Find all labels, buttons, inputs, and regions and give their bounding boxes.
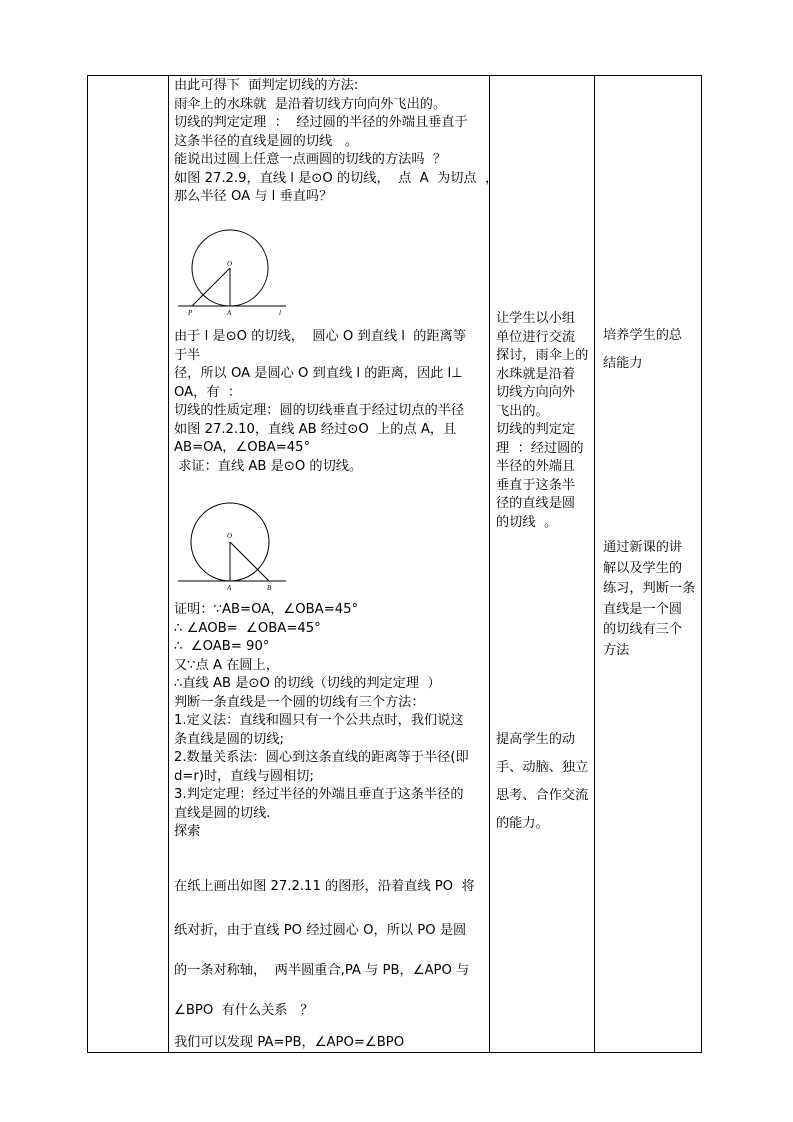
text-line: 由于 l 是⊙O 的切线， 圆心 O 到直线 l 的距离等 xyxy=(174,329,467,344)
text-line: 那么半径 OA 与 l 垂直吗？ xyxy=(174,189,333,204)
activity-column-block-1 xyxy=(490,310,594,532)
text-line: 的能力。 xyxy=(496,816,549,831)
text-line: 雨伞上的水珠就 是沿着切线方向向外飞出的。 xyxy=(174,96,447,112)
point-label-P: P xyxy=(188,309,193,317)
point-label-B: B xyxy=(267,584,272,592)
point-label-A: A xyxy=(227,584,232,592)
text-line: 在纸上画出如图 27.2.11 的图形，沿着直线 PO 将 xyxy=(174,879,475,894)
text-line: ∴直线 AB 是⊙O 的切线（切线的判定定理 ） xyxy=(174,676,441,691)
column-divider xyxy=(489,75,490,1053)
text-line: 径，所以 OA 是圆心 O 到直线 l 的距离，因此 l⊥ xyxy=(174,366,463,381)
content-column xyxy=(169,75,499,207)
text-line: 我们可以发现 PA=PB，∠APO=∠BPO xyxy=(174,1035,405,1050)
text-line: 思考、合作交流 xyxy=(496,788,589,803)
text-line: 垂直于这条半 xyxy=(496,477,576,493)
text-line: ∴ ∠OAB= 90° xyxy=(174,639,270,654)
text-line: 直线是圆的切线. xyxy=(174,805,271,821)
text-line: d=r)时，直线与圆相切; xyxy=(174,768,314,784)
activity-column-block-2 xyxy=(490,726,594,838)
text-line: 直线是一个圆 xyxy=(603,601,683,617)
text-line: ∴ ∠AOB= ∠OBA=45° xyxy=(174,620,321,636)
point-label-O: O xyxy=(227,532,233,540)
figure-tangent-circle-2 xyxy=(176,500,291,594)
text-line: 切线的判定定理 ： 经过圆的半径的外端且垂直于 xyxy=(174,115,468,130)
text-line: 判断一条直线是一个圆的切线有三个方法： xyxy=(174,694,425,710)
text-line: 方法 xyxy=(603,642,630,658)
text-line: 求证：直线 AB 是⊙O 的切线。 xyxy=(174,458,363,474)
point-label-O: O xyxy=(227,260,233,268)
text-line: 练习，判断一条 xyxy=(603,581,696,596)
text-line: 通过新课的讲 xyxy=(603,540,683,555)
text-line: 培养学生的总 xyxy=(603,328,683,343)
text-line: 手、动脑、独立 xyxy=(496,760,589,775)
text-line: 这条半径的直线是圆的切线 。 xyxy=(174,133,359,149)
content-column-proof xyxy=(169,599,489,842)
text-line: 如图 27.2.10，直线 AB 经过⊙O 上的点 A，且 xyxy=(174,421,457,437)
text-line: 单位进行交流 xyxy=(496,329,576,345)
text-line: 探讨，雨伞上的 xyxy=(496,348,589,363)
text-line: AB=OA，∠OBA=45° xyxy=(174,440,311,455)
text-line: 条直线是圆的切线; xyxy=(174,731,284,747)
text-line: 纸对折，由于直线 PO 经过圆心 O，所以 PO 是圆 xyxy=(174,923,467,938)
intent-column-block-1 xyxy=(595,322,701,378)
text-line: 的切线有三个 xyxy=(603,622,683,637)
text-line: 切线方向向外 xyxy=(496,385,576,400)
text-line: 2.数量关系法：圆心到这条直线的距离等于半径(即 xyxy=(174,750,469,765)
text-line: 3.判定定理：经过半径的外端且垂直于这条半径的 xyxy=(174,787,464,802)
text-line: 让学生以小组 xyxy=(496,311,576,326)
text-line: 径的直线是圆 xyxy=(496,496,576,511)
text-line: 能说出过圆上任意一点画圆的切线的方法吗 ？ xyxy=(174,152,447,167)
text-line: 于半 xyxy=(174,347,201,363)
text-line: 半径的外端且 xyxy=(496,459,576,474)
text-line: 飞出的。 xyxy=(496,403,549,419)
text-line: 切线的判定定 xyxy=(496,422,576,437)
line-label-l: l xyxy=(279,309,281,317)
text-line: 由此可得下 面判定切线的方法: xyxy=(174,78,359,93)
point-label-A: A xyxy=(227,309,232,317)
text-line: 提高学生的动 xyxy=(496,732,576,747)
text-line: 理 ：经过圆的 xyxy=(496,440,584,456)
text-line: 结能力 xyxy=(603,356,643,371)
text-line: 水珠就是沿着 xyxy=(496,366,576,382)
text-line: 切线的性质定理：圆的切线垂直于经过切点的半径 xyxy=(174,403,465,418)
text-line: 的切线 。 xyxy=(496,514,558,530)
text-line: 解以及学生的 xyxy=(603,560,683,576)
text-line: 又∵点 A 在圆上， xyxy=(174,657,279,673)
figure-tangent-circle-1 xyxy=(176,228,296,320)
text-line: 证明：∵AB=OA，∠OBA=45° xyxy=(174,602,359,617)
text-line: 的一条对称轴， 两半圆重合,PA 与 PB，∠APO 与 xyxy=(174,963,470,978)
text-line: 1.定义法：直线和圆只有一个公共点时，我们说这 xyxy=(174,713,464,728)
intent-column-block-2 xyxy=(595,538,701,661)
text-line: OA，有 ： xyxy=(174,384,242,400)
content-column-middle xyxy=(169,326,489,476)
column-divider xyxy=(168,75,169,1053)
text-line: 如图 27.2.9，直线 l 是⊙O 的切线， 点 A 为切点 ， xyxy=(174,170,499,186)
text-line: ∠BPO 有什么关系 ？ xyxy=(174,1003,314,1018)
text-line: 探索 xyxy=(174,824,201,839)
